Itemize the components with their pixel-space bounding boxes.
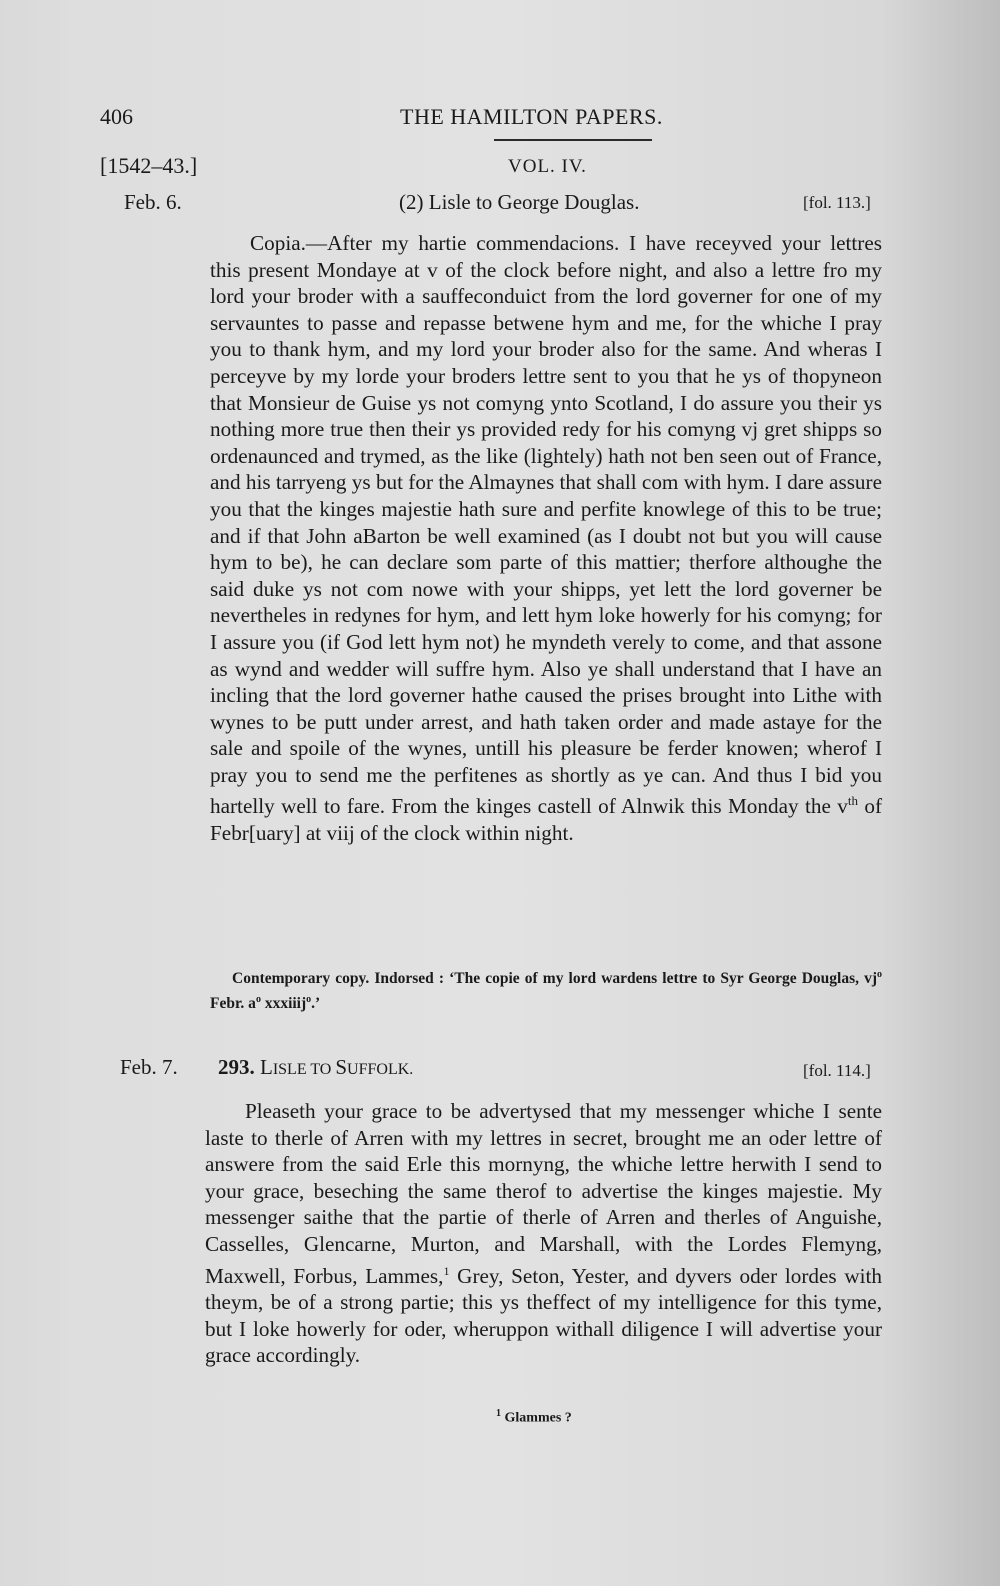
running-title: THE HAMILTON PAPERS. [400,104,663,129]
entry-number: 293. [218,1055,255,1079]
letter-body [205,1098,882,1369]
letter-paragraph: Pleaseth your grace to be advertysed that my messenger whiche I sente laste to therle of Arren with my lettres in secret, brought me an oder lettre of answere from the said Erle this mornyng, the whiche lettre herwith I send to your grace, beseching the same therof to advertise the kinges majestie. My messenger saithe that the partie of therle of Arren and therles of Anguishe, Casselles, Glencarne, Murton, and Marshall, with the Lordes Flemyng, Maxwell, Forbus, Lammes,$^1$ Grey, Seton, Yester, and dyvers oder lordes with theym, be of a strong partie; this ys theffect of my intelligence for this tyme, but I loke howerly for oder, wheruppon withall diligence I will advertise your grace accordingly. [205,1099,882,1368]
footnote: $^1$ Glammes ? [496,1408,572,1426]
header-rule [494,139,652,141]
editorial-note [210,964,882,1014]
page-number: 406 [100,104,133,129]
letter-body [210,230,882,847]
entry-heading [218,1055,413,1080]
note-paragraph: Contemporary copy. Indorsed : ‘The copie of my lord wardens lettre to Syr George Douglas, $vj^o$ Febr. $a^o$ xxxiiij$^o$.’ [210,969,882,1013]
entry-heading: (2) Lisle to George Douglas. [399,190,640,214]
folio-reference: [fol. 114.] [803,1061,871,1080]
date-range: [1542–43.] [100,153,198,178]
folio-reference: [fol. 113.] [803,193,871,212]
volume-label: VOL. IV. [508,156,587,177]
entry-date: Feb. 7. [120,1055,178,1079]
entry-title: LISLE TO SUFFOLK. [260,1055,414,1079]
entry-date: Feb. 6. [124,190,182,214]
letter-paragraph: Copia.—After my hartie commendacions. I have receyved your lettres this present Mondaye at v of the clock before night, and also a lettre fro my lord your broder with a sauffeconduict from the lord governer for one of my servauntes to passe and repasse betwene hym and me, for the whiche I pray you to thank hym, and my lord your broder also for the same. And wheras I perceyve by my lorde your broders lettre sent to you that he ys of thopyneon that Monsieur de Guise ys not comyng ynto Scotland, I do assure you their ys nothing more true then their ys provided redy for his comyng vj gret shipps so ordenaunced and trymed, as the like (lightely) hath not ben seen out of France, and his tarryeng ys but for the Almaynes that shall com with hym. I dare assure you that the kinges majestie hath sure and perfite knowlege of this to be true; and if that John aBarton be well examined (as I doubt not but you will cause hym to be), he can declare som parte of this mattier; therfore althoughe the said duke ys not com nowe with your shipps, yet lett the lord governer be nevertheles in redynes for hym, and lett hym loke howerly for his comyng; for I assure you (if God lett hym not) he myndeth verely to come, and that assone as wynd and wedder will suffre hym. Also ye shall understand that I have an incling that the lord governer hathe caused the prises brought into Lithe with wynes to be putt under arrest, and hath taken order and made astaye for the sale and spoile of the wynes, untill his pleasure be ferder knowen; wherof I pray you to send me the perfitenes as shortly as ye can. And thus I bid you hartelly well to fare. From the kinges castell of Alnwik this Monday the $v^{th}$ of Febr[uary] at viij of the clock within night. [210,231,882,846]
